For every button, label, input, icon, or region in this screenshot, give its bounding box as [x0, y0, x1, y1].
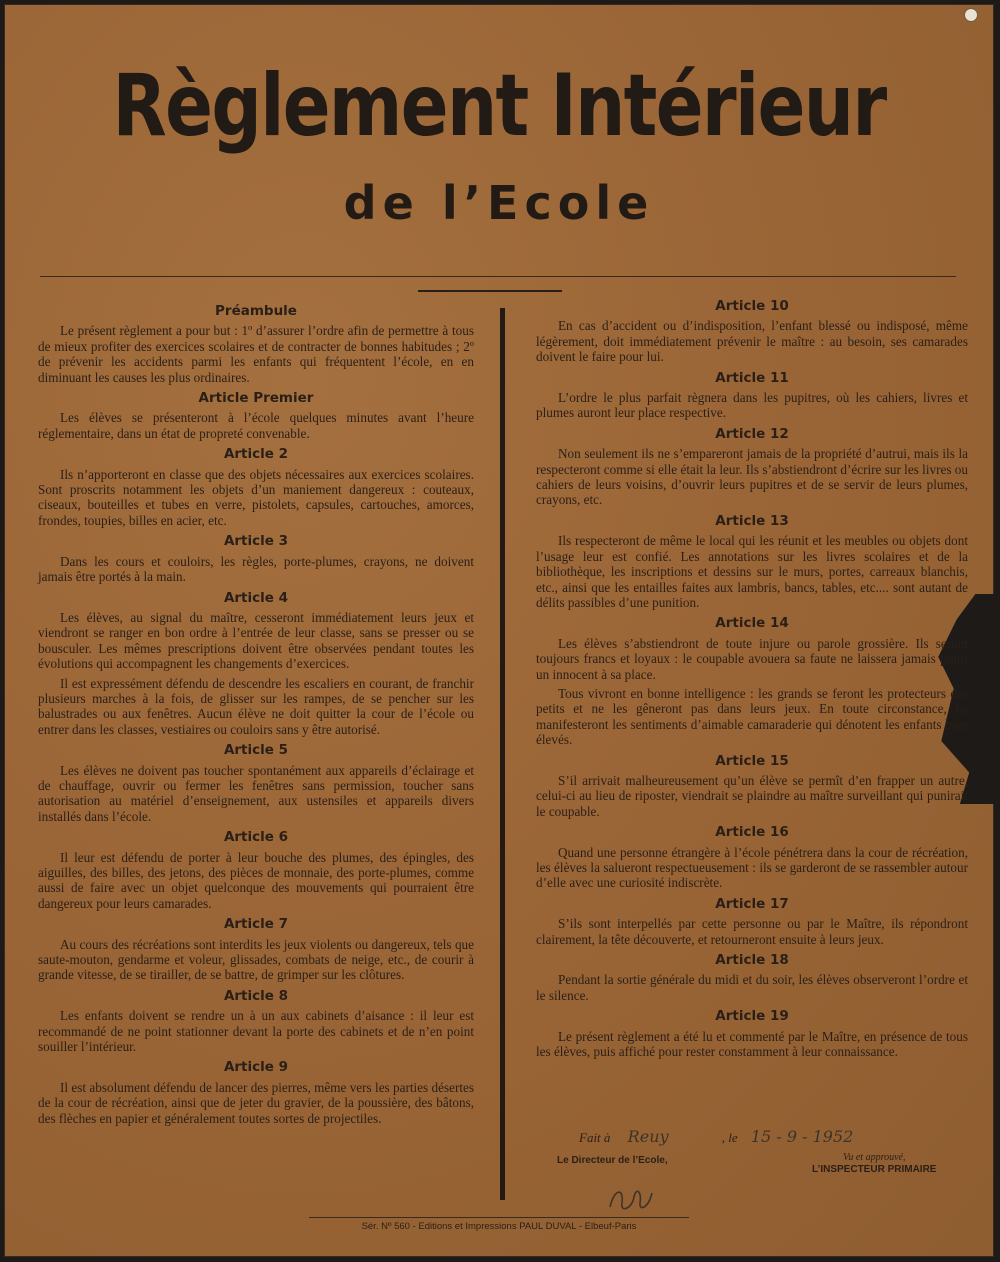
article-paragraph: Il est expressément défendu de descendre les escaliers en courant, de franchir plusieurs marches à la fois, de glisser sur les rampes, de se pencher sur les balustrades ou aux fenêtres. Aucun élève ne doit quitter la cour de l’école ou entrer dans les classes, vestiaires ou couloirs sans y être autorisé.	[38, 675, 474, 737]
article-section	[536, 616, 968, 747]
place-date-line	[579, 1127, 969, 1146]
article-heading: Article 6	[223, 829, 289, 846]
footer-rule	[309, 1217, 689, 1218]
article-paragraph: S’il arrivait malheureusement qu’un élève se permît d’en frapper un autre, celui-ci au lieu de riposter, viendrait se plaindre au maître surveillant qui punirait le coupable.	[536, 772, 968, 819]
article-paragraph: Ils respecteront de même le local qui les réunit et les meubles ou objets dont l’usage leur est confié. Les annotations sur les livres scolaires et de la bibliothèque, les inscriptions et dessins sur le murs, portes, carreaux blanchis, etc., ainsi que les entailles faites aux lambris, bancs, tables, etc.... sont autant de délits passibles d’une punition.	[536, 533, 968, 610]
handwritten-signature	[602, 1179, 662, 1219]
article-heading: Article 3	[223, 533, 289, 550]
article-heading: Article 2	[223, 446, 289, 463]
article-heading: Article 7	[223, 916, 289, 933]
article-heading: Article 14	[715, 615, 789, 632]
article-heading: Article 11	[715, 369, 789, 386]
article-section	[536, 427, 968, 508]
article-heading: Article 18	[715, 952, 789, 969]
printer-imprint-text: Sér. Nº 560 - Editions et Impressions PAUL DUVAL - Elbeuf-Paris	[361, 1221, 637, 1232]
article-paragraph: Dans les cours et couloirs, les règles, porte-plumes, crayons, ne doivent jamais être portés à la main.	[38, 553, 474, 585]
article-paragraph: Les enfants doivent se rendre un à un aux cabinets d’aisance : il leur est recommandé de ne point stationner devant la porte des cabinets et de n’en point souiller l’intérieur.	[38, 1008, 474, 1055]
article-paragraph: Non seulement ils ne s’empareront jamais de la propriété d’autrui, mais ils la respecteront comme si elle était la leur. Ils s’abstiendront d’écrire sur les livres ou cahiers de leurs voisins, d’ouvrir leurs pupitres et de se servir de leurs plumes, crayons, etc.	[536, 446, 968, 508]
article-section	[536, 897, 968, 947]
article-heading: Article Premier	[198, 390, 314, 407]
printer-imprint	[4, 1217, 994, 1232]
poster-subtitle: de l’Ecole	[343, 176, 655, 230]
article-heading: Article 9	[223, 1059, 289, 1076]
article-paragraph: Le présent règlement a été lu et commenté par le Maître, en présence de tous les élèves, puis affiché pour rester constamment à leur connaissance.	[536, 1028, 968, 1060]
article-heading: Article 16	[715, 824, 789, 841]
article-section	[38, 743, 474, 824]
poster-title: Règlement Intérieur	[112, 56, 886, 156]
inspector-block	[812, 1152, 936, 1176]
column-divider	[500, 308, 505, 1200]
article-paragraph: Ils n’apporteront en classe que des objets nécessaires aux exercices scolaires. Sont proscrits notamment les objets d’un maniement dangereux : couteaux, ciseaux, bouteilles et tubes en verre, pistolets, capsules, cartouches, amorces, frondes, toupies, billes en acier, etc.	[38, 466, 474, 528]
article-paragraph: S’ils sont interpellés par cette personne ou par le Maître, ils répondront clairement, la tête découverte, et retourneront ensuite à leurs jeux.	[536, 916, 968, 947]
article-heading: Article 8	[223, 987, 289, 1004]
article-section	[38, 1060, 474, 1126]
poster	[4, 4, 994, 1257]
article-heading: Article 15	[715, 752, 789, 769]
article-section	[38, 447, 474, 528]
approved-label: Vu et approuvé,	[842, 1152, 906, 1163]
article-section	[38, 391, 474, 441]
article-heading: Article 5	[223, 742, 289, 759]
article-paragraph: Il est absolument défendu de lancer des pierres, même vers les parties désertes de la cour de récréation, ainsi que de jeter du gravier, de la poussière, des bâtons, des flèches en papier et généralement toutes sortes de projectiles.	[38, 1079, 474, 1126]
article-section	[536, 514, 968, 610]
director-label: Le Directeur de l’Ecole,	[557, 1155, 668, 1166]
article-paragraph: En cas d’accident ou d’indisposition, l’enfant blessé ou indisposé, même légèrement, doit immédiatement prévenir le maître : au besoin, ses camarades doivent le faire pour lui.	[536, 318, 968, 365]
right-column	[536, 299, 968, 1065]
article-paragraph: Les élèves s’abstiendront de toute injure ou parole grossière. Ils seront toujours francs et loyaux : le coupable avouera sa faute ne laissera jamais punir un innocent à sa place.	[536, 635, 968, 682]
article-heading: Article 4	[223, 589, 289, 606]
article-heading: Article 10	[715, 298, 789, 314]
article-section	[536, 754, 968, 820]
article-paragraph: Quand une personne étrangère à l’école pénétrera dans la cour de récréation, les élèves la salueront respectueusement : ils se garderont de se rassembler autour d’elle avec une curiosité indiscrète.	[536, 844, 968, 891]
le-label: , le	[721, 1130, 738, 1145]
article-paragraph: Les élèves se présenteront à l’école quelques minutes avant l’heure réglementaire, dans un état de propreté convenable.	[38, 410, 474, 441]
article-paragraph: Au cours des récréations sont interdits les jeux violents ou dangereux, tels que saute-mouton, gendarme et voleur, glissades, combats de neige, etc., de courir à grande vitesse, de se tirailler, de se battre, de grimper sur les clôtures.	[38, 936, 474, 983]
article-paragraph: Le présent règlement a pour but : 1º d’assurer l’ordre afin de permettre à tous de mieux profiter des exercices scolaires et de contracter de bonnes habitudes ; 2º de prévenir les accidents parmi les enfants qui fréquentent l’école, en en diminuant les causes les plus ordinaires.	[38, 323, 474, 385]
handwritten-place: Reuy	[627, 1127, 669, 1146]
article-paragraph: L’ordre le plus parfait règnera dans les pupitres, où les cahiers, livres et plumes auront leur place respective.	[536, 390, 968, 421]
thumbtack-icon	[964, 8, 978, 22]
article-paragraph: Les élèves, au signal du maître, cesseront immédiatement leurs jeux et viendront se ranger en bon ordre à l’entrée de leur classe, sans se presser ou se bousculer. Les mêmes prescriptions doivent être observées pendant toutes les évolutions qui accompagnent les changements d’exercices.	[38, 609, 474, 672]
article-paragraph: Pendant la sortie générale du midi et du soir, les élèves observeront l’ordre et le silence.	[536, 972, 968, 1003]
handwritten-date: 15 - 9 - 1952	[750, 1127, 854, 1146]
article-paragraph: Les élèves ne doivent pas toucher spontanément aux appareils d’éclairage et de chauffage, ouvrir ou fermer les fenêtres sans permission, toucher sans autorisation au matériel d’enseignement, aux ustensiles et appareils divers installés dans l’école.	[38, 762, 474, 824]
article-section	[38, 989, 474, 1055]
article-heading: Article 13	[715, 512, 789, 529]
article-section	[536, 825, 968, 891]
title-rule	[40, 276, 956, 277]
center-rule	[418, 290, 562, 292]
article-paragraph: Il leur est défendu de porter à leur bouche des plumes, des épingles, des aiguilles, des billes, des jetons, des pièces de monnaie, des porte-plumes, comme aussi de faire avec un objet quelconque des mouvements qui pourraient être dangereux pour leurs camarades.	[38, 849, 474, 911]
inspector-label: L’INSPECTEUR PRIMAIRE	[812, 1164, 937, 1175]
article-heading: Article 12	[715, 425, 789, 442]
article-section	[38, 917, 474, 983]
fait-a-label: Fait à	[579, 1130, 611, 1145]
article-paragraph: Tous vivront en bonne intelligence : les grands se feront les protecteurs des petits et ne les gêneront pas dans leurs jeux. En toute circonstance, ils manifesteront les sentiments d’aimable camaraderie qui dénotent les enfants bien élevés.	[536, 685, 968, 748]
article-section	[38, 830, 474, 911]
left-column	[38, 304, 474, 1132]
article-section	[38, 304, 474, 385]
article-section	[38, 591, 474, 738]
article-section	[536, 299, 968, 365]
article-section	[536, 1009, 968, 1059]
article-heading: Article 19	[715, 1008, 789, 1025]
article-section	[38, 534, 474, 584]
article-section	[536, 953, 968, 1003]
article-heading: Article 17	[715, 895, 789, 912]
article-section	[536, 371, 968, 421]
article-heading: Préambule	[215, 303, 297, 319]
